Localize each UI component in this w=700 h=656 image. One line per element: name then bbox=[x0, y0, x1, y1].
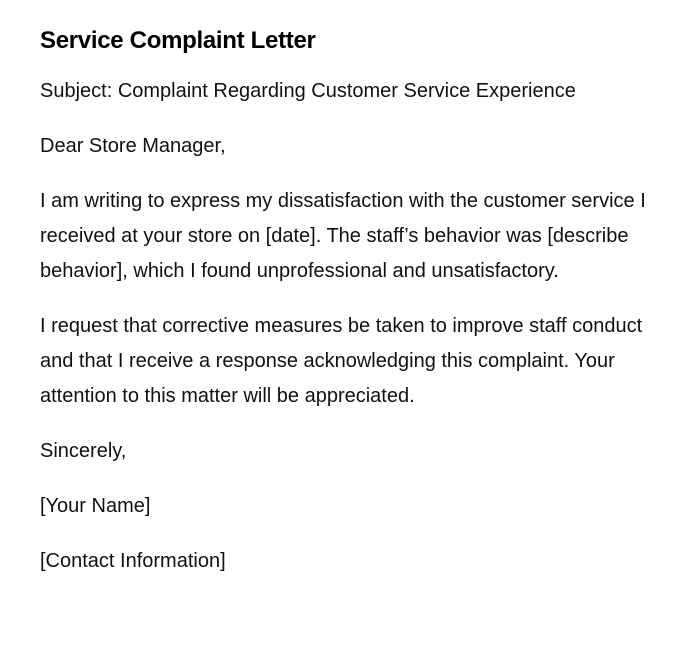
letter-title: Service Complaint Letter bbox=[40, 27, 316, 54]
letter-paragraph-1: I am writing to express my dissatisfaction with the customer service I received at your store on [date]. The staff’s behavior was [describe behavior], which I found unprofessional and unsatisfactory. bbox=[40, 190, 646, 282]
signature-name: [Your Name] bbox=[40, 495, 151, 517]
letter-salutation: Dear Store Manager, bbox=[40, 135, 226, 157]
letter-body bbox=[40, 24, 660, 599]
letter-paragraph-2: I request that corrective measures be taken to improve staff conduct and that I receive a response acknowledging this complaint. Your attention to this matter will be appreciated. bbox=[40, 315, 643, 407]
contact-information: [Contact Information] bbox=[40, 550, 226, 572]
letter-subject: Subject: Complaint Regarding Customer Service Experience bbox=[40, 80, 576, 102]
letter-closing: Sincerely, bbox=[40, 440, 127, 462]
